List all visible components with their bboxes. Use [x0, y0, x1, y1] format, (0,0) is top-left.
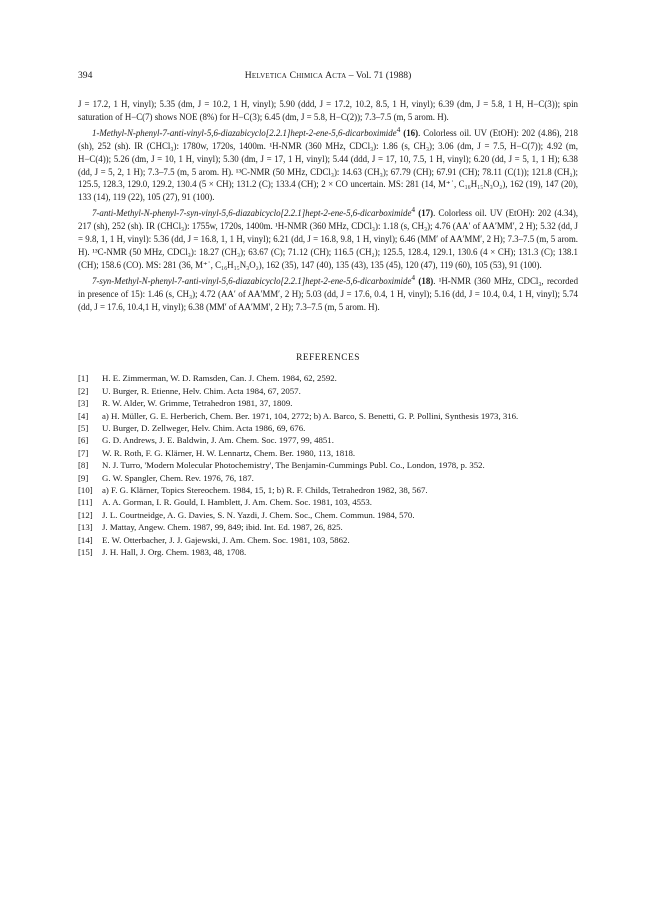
reference-text: N. J. Turro, 'Modern Molecular Photochemistry', The Benjamin-Cummings Publ. Co., London, 1978, p. 352. — [102, 460, 485, 471]
reference-text: H. E. Zimmerman, W. D. Ramsden, Can. J. Chem. 1984, 62, 2592. — [102, 373, 337, 384]
reference-text: U. Burger, R. Etienne, Helv. Chim. Acta 1984, 67, 2057. — [102, 385, 301, 396]
reference-number: [3] — [78, 398, 89, 409]
compound-number: (18) — [418, 275, 434, 286]
page — [78, 70, 578, 559]
reference-number: [10] — [78, 485, 93, 496]
journal-title — [78, 70, 578, 81]
reference-item — [78, 422, 578, 434]
footnote-ref: 4 — [411, 205, 416, 215]
reference-text: G. W. Spangler, Chem. Rev. 1976, 76, 187. — [102, 472, 254, 483]
compound-data: . Colorless oil. UV (EtOH): 202 (4.34), 217 (sh), 252 (sh). IR (CHCl₃): 1755w, 1720s, 1400m. ¹H-NMR (360 MHz, CDCl₃): 1.18 (s, CH₃); 4.76 (AA′ of AA′MM′, 2 H); 5.32 (dd, J = 9.8, 1, 1 H, vinyl): 5.36 (dd, J = 16.8, 1, 1 H, vinyl); 6.21 (dd, J = 16.8, 9.8, 1 H, vinyl); 6.46 (MM′ of AA′MM′, 2 H); 7.3–7.5 (m, 5 arom. H). ¹³C-NMR (50 MHz, CDCl₃): 18.27 (CH₃); 63.67 (C); 71.12 (CH); 116.5 (CH₂); 125.5, 128.4, 129.1, 130.6 (4 × CH); 131.3 (C); 138.1 (CH); 158.6 (CO). MS: 281 (36, M⁺˙, C₁₆H₁₅N₃O₂), 162 (35), 147 (40), 135 (43), 135 (45), 120 (47), 119 (60), 105 (53), 91 (100). — [78, 208, 578, 270]
compound-data: . Colorless oil. UV (EtOH): 202 (4.86), 218 (sh), 252 (sh). IR (CHCl₃): 1780w, 1720s, 1400m. ¹H-NMR (360 MHz, CDCl₃): 1.86 (s, CH₃); 3.06 (dm, J = 7.5, H−C(7)); 4.92 (m, H−C(4)); 5.26 (dm, J = 10, 1 H, vinyl); 5.30 (dm, J = 17, 1 H, vinyl); 5.44 (ddd, J = 17, 10, 7.5, 1 H, vinyl); 6.20 (dd, J = 5, 1, 1 H); 6.38 (dd, J = 5, 2, 1 H); 7.3–7.5 (m, 5 arom. H). ¹³C-NMR (50 MHz, CDCl₃): 14.63 (CH₃); 67.79 (CH); 67.91 (CH); 78.11 (C(1)); 121.8 (CH₂); 125.5, 128.3, 129.0, 129.2, 130.4 (5 × CH); 131.2 (C); 133.4 (CH); 2 × CO uncertain. MS: 281 (14, M⁺˙, C₁₆H₁₅N₃O₂), 162 (19), 147 (20), 133 (14), 119 (22), 105 (27), 91 (100). — [78, 127, 578, 203]
reference-item — [78, 521, 578, 533]
reference-number: [1] — [78, 373, 89, 384]
reference-text: a) H. Müller, G. E. Herberich, Chem. Ber. 1971, 104, 2772; b) A. Barco, S. Benetti, G. P. Pollini, Synthesis 1973, 316. — [102, 410, 519, 421]
reference-number: [12] — [78, 509, 93, 520]
running-header — [78, 70, 578, 84]
footnote-ref: 4 — [396, 124, 401, 134]
references-list — [78, 372, 578, 558]
reference-number: [2] — [78, 385, 89, 396]
reference-number: [13] — [78, 522, 93, 533]
reference-number: [7] — [78, 447, 89, 458]
reference-item — [78, 484, 578, 496]
references-heading: REFERENCES — [296, 353, 360, 364]
journal-name: Helvetica Chimica Acta — [244, 70, 347, 81]
reference-item — [78, 434, 578, 446]
reference-text: E. W. Otterbacher, J. J. Gajewski, J. Am. Chem. Soc. 1981, 103, 5862. — [102, 534, 350, 545]
reference-number: [15] — [78, 547, 93, 558]
compound-17-paragraph — [78, 204, 578, 272]
reference-text: R. W. Alder, W. Grimme, Tetrahedron 1981, 37, 1809. — [102, 398, 293, 409]
reference-text: U. Burger, D. Zellweger, Helv. Chim. Acta 1986, 69, 676. — [102, 423, 306, 434]
reference-text: A. A. Gorman, I. R. Gould, I. Hamblett, J. Am. Chem. Soc. 1981, 103, 4553. — [102, 497, 373, 508]
reference-item — [78, 397, 578, 409]
reference-number: [11] — [78, 497, 93, 508]
reference-item — [78, 410, 578, 422]
compound-data: . ¹H-NMR (360 MHz, CDCl₃, recorded in presence of 15): 1.46 (s, CH₃); 4.72 (AA′ of AA′MM′, 2 H); 5.03 (dd, J = 17.6, 0.4, 1 H, vinyl); 5.16 (dd, J = 10.4, 0.4, 1 H, vinyl); 5.74 (dd, J = 17.6, 10.4,1 H, vinyl); 6.38 (MM′ of AA′MM′, 2 H); 7.3–7.5 (m, 5 arom. H). — [78, 275, 579, 312]
reference-text: G. D. Andrews, J. E. Baldwin, J. Am. Chem. Soc. 1977, 99, 4851. — [102, 435, 334, 446]
reference-item — [78, 496, 578, 508]
reference-item — [78, 472, 578, 484]
reference-item — [78, 447, 578, 459]
paragraph-continuation — [78, 98, 578, 124]
reference-number: [5] — [78, 423, 89, 434]
compound-number: (16) — [403, 127, 419, 138]
reference-number: [6] — [78, 435, 89, 446]
reference-text: J. H. Hall, J. Org. Chem. 1983, 48, 1708. — [102, 547, 247, 558]
compound-title: 7-anti-Methyl-N-phenyl-7-syn-vinyl-5,6-diazabicyclo[2.2.1]hept-2-ene-5,6-dicarboximide — [92, 208, 412, 219]
reference-number: [14] — [78, 534, 93, 545]
compound-title: 7-syn-Methyl-N-phenyl-7-anti-vinyl-5,6-diazabicyclo[2.2.1]hept-2-ene-5,6-dicarboximide — [92, 275, 412, 286]
reference-item — [78, 534, 578, 546]
journal-volume: – Vol. 71 (1988) — [348, 70, 412, 81]
reference-text: J. Mattay, Angew. Chem. 1987, 99, 849; ibid. Int. Ed. 1987, 26, 825. — [102, 522, 343, 533]
reference-text: J. L. Courtneidge, A. G. Davies, S. N. Yazdi, J. Chem. Soc., Chem. Commun. 1984, 570. — [102, 509, 415, 520]
compound-number: (17) — [418, 208, 434, 219]
page-number: 394 — [78, 70, 93, 81]
compound-16-paragraph — [78, 124, 578, 204]
paragraph-text: J = 17.2, 1 H, vinyl); 5.35 (dm, J = 10.2, 1 H, vinyl); 5.90 (ddd, J = 17.2, 10.2, 8.5, 1 H, vinyl); 6.39 (dm, J = 5.8, 1 H, H−C(3)); spin saturation of H−C(7) shows NOE (8%) for H−C(3); 6.45 (dm, J = 5.8, H−C(2)); 7.3–7.5 (m, 5 arom. H). — [78, 99, 578, 122]
compound-18-paragraph — [78, 272, 578, 314]
compound-title: 1-Methyl-N-phenyl-7-anti-vinyl-5,6-diazabicyclo[2.2.1]hept-2-ene-5,6-dicarboximide — [92, 127, 397, 138]
reference-item — [78, 546, 578, 558]
reference-number: [9] — [78, 472, 89, 483]
reference-number: [4] — [78, 410, 89, 421]
reference-item — [78, 509, 578, 521]
reference-item — [78, 459, 578, 471]
reference-item — [78, 372, 578, 384]
experimental-section — [78, 98, 578, 313]
footnote-ref: 4 — [411, 272, 416, 282]
reference-number: [8] — [78, 460, 89, 471]
reference-text: a) F. G. Klärner, Topics Stereochem. 1984, 15, 1; b) R. F. Childs, Tetrahedron 1982, 38, 567. — [102, 485, 428, 496]
reference-text: W. R. Roth, F. G. Klärner, H. W. Lennartz, Chem. Ber. 1980, 113, 1818. — [102, 447, 356, 458]
reference-item — [78, 385, 578, 397]
